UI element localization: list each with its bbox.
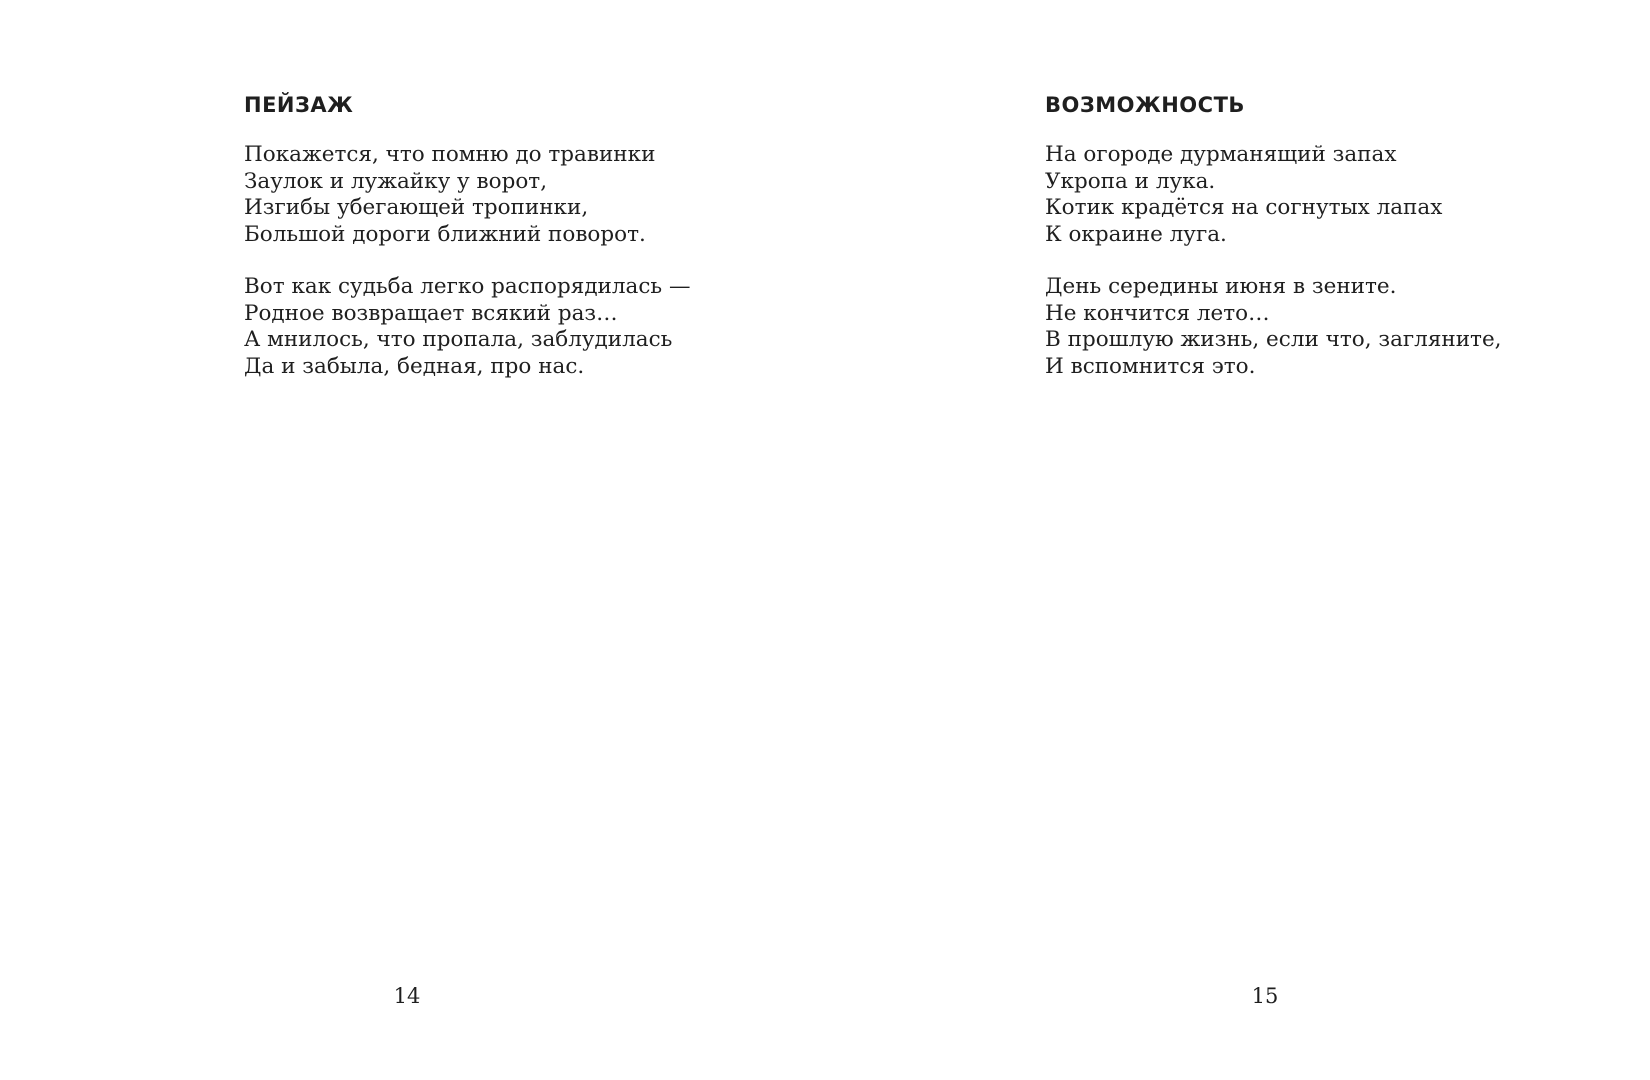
verse-line: Да и забыла, бедная, про нас.	[244, 353, 585, 379]
verse-line: В прошлую жизнь, если что, загляните,	[1045, 327, 1502, 352]
stanza	[244, 274, 690, 380]
verse-line: Изгибы убегающей тропинки,	[244, 195, 589, 220]
verse-line: На огороде дурманящий запах	[1045, 142, 1397, 167]
stanza	[244, 142, 690, 248]
verse-line: К окраине луга.	[1045, 221, 1227, 247]
verse-line: Укропа и лука.	[1045, 168, 1216, 194]
verse-line: А мнилось, что пропала, заблудилась	[244, 327, 673, 352]
page-number: 14	[393, 984, 421, 1008]
verse-line: И вспомнится это.	[1045, 353, 1256, 379]
verse-line: Заулок и лужайку у ворот,	[244, 168, 548, 194]
poem-body	[1045, 142, 1502, 406]
verse-line: Родное возвращает всякий раз…	[244, 300, 618, 326]
verse-line: Большой дороги ближний поворот.	[244, 221, 646, 247]
verse-line: Покажется, что помню до травинки	[244, 142, 656, 167]
left-page	[244, 0, 804, 1080]
verse-line: Вот как судьба легко распорядилась —	[244, 274, 691, 299]
poem-title: ВОЗМОЖНОСТЬ	[1045, 93, 1245, 117]
stanza	[1045, 274, 1502, 380]
stanza	[1045, 142, 1502, 248]
page-number: 15	[1251, 984, 1279, 1008]
poem-body	[244, 142, 690, 406]
verse-line: День середины июня в зените.	[1045, 274, 1397, 299]
verse-line: Котик крадётся на согнутых лапах	[1045, 195, 1443, 220]
poem-title: ПЕЙЗАЖ	[244, 93, 354, 117]
verse-line: Не кончится лето…	[1045, 300, 1270, 326]
right-page	[1045, 0, 1605, 1080]
